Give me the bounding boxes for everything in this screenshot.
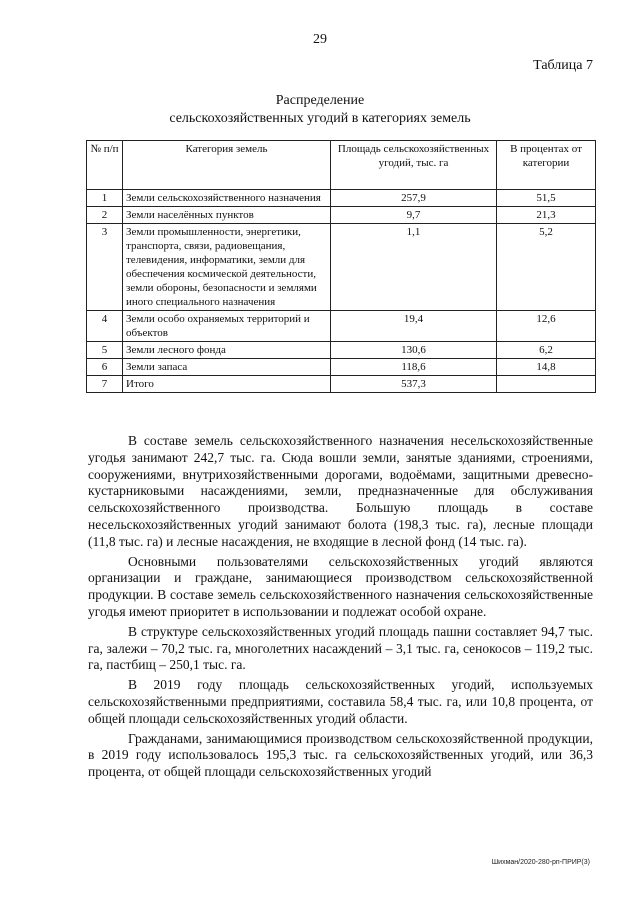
header-percent: В процентах от категории: [497, 141, 596, 190]
paragraph: Основными пользователями сельскохозяйственных угодий являются организации и граждане, занимающиеся производством сельскохозяйственной продукции. В составе земель сельскохозяйственного назначения сельскохозяйственные угодья имеют приоритет в использовании и подлежат особой охране.: [88, 553, 593, 619]
row-category: Земли особо охраняемых территорий и объектов: [123, 311, 331, 342]
table-row: [87, 224, 596, 311]
row-percent: [497, 376, 596, 393]
document-code: Шихман/2020-280-рп-ПРИР(3): [491, 859, 590, 866]
row-percent: 12,6: [497, 311, 596, 342]
row-category: Земли лесного фонда: [123, 342, 331, 359]
table-row: [87, 342, 596, 359]
row-num: 3: [87, 224, 123, 311]
table-row: [87, 207, 596, 224]
paragraph: В 2019 году площадь сельскохозяйственных угодий, используемых сельскохозяйственными предприятиями, составила 58,4 тыс. га, или 10,8 процента, от общей площади сельскохозяйственных угодий области.: [88, 677, 593, 726]
row-category: Земли сельскохозяйственного назначения: [123, 190, 331, 207]
row-num: 6: [87, 359, 123, 376]
row-percent: 5,2: [497, 224, 596, 311]
row-num: 1: [87, 190, 123, 207]
row-area: 19,4: [331, 311, 497, 342]
paragraph: В структуре сельскохозяйственных угодий площадь пашни составляет 94,7 тыс. га, залежи – 70,2 тыс. га, многолетних насаждений – 3,1 тыс. га, сенокосов – 119,2 тыс. га, пастбищ – 250,1 тыс. га.: [88, 623, 593, 673]
row-percent: 51,5: [497, 190, 596, 207]
table-title-line1: Распределение: [275, 93, 365, 108]
table-row: [87, 359, 596, 376]
table-header-row: [87, 141, 596, 190]
paragraph: Гражданами, занимающимися производством сельскохозяйственной продукции, в 2019 году использовалось 195,3 тыс. га сельскохозяйственных угодий, или 36,3 процента, от общей площади сельскохозяйственных угодий: [88, 730, 593, 780]
table-row: [87, 311, 596, 342]
row-area: 118,6: [331, 359, 497, 376]
header-area: Площадь сельскохозяйственных угодий, тыс. га: [331, 141, 497, 190]
row-category: Земли населённых пунктов: [123, 207, 331, 224]
row-percent: 6,2: [497, 342, 596, 359]
row-num: 5: [87, 342, 123, 359]
row-num: 2: [87, 207, 123, 224]
table-row: [87, 190, 596, 207]
row-area: 537,3: [331, 376, 497, 393]
row-category: Земли запаса: [123, 359, 331, 376]
row-num: 7: [87, 376, 123, 393]
table-row-total: [87, 376, 596, 393]
table-title-line2: сельскохозяйственных угодий в категориях земель: [169, 111, 471, 126]
header-num: № п/п: [87, 141, 123, 190]
paragraph: В составе земель сельскохозяйственного назначения несельскохозяйственные угодья занимают 242,7 тыс. га. Сюда вошли земли, занятые зданиями, строениями, сооружениями, внутрихозяйственными дорогами, водоёмами, защитными древесно-кустарниковыми насаждениями, земли, предназначенные для обслуживания сельскохозяйственного производства. Большую площадь в составе несельскохозяйственных угодий занимают болота (198,3 тыс. га), лесные площади (11,8 тыс. га) и лесные насаждения, не входящие в лесной фонд (14 тыс. га).: [88, 433, 593, 549]
row-num: 4: [87, 311, 123, 342]
row-category: Итого: [123, 376, 331, 393]
body-text: [88, 433, 593, 781]
row-area: 130,6: [331, 342, 497, 359]
row-category: Земли промышленности, энергетики, транспорта, связи, радиовещания, телевидения, информатики, земли для обеспечения космической деятельности, земли обороны, безопасности и землями иного специального назначения: [123, 224, 331, 311]
land-categories-table: [86, 140, 596, 393]
row-area: 1,1: [331, 224, 497, 311]
row-area: 257,9: [331, 190, 497, 207]
page-number: 29: [313, 32, 327, 47]
table-label: Таблица 7: [533, 58, 593, 73]
header-category: Категория земель: [123, 141, 331, 190]
row-percent: 21,3: [497, 207, 596, 224]
row-percent: 14,8: [497, 359, 596, 376]
row-area: 9,7: [331, 207, 497, 224]
